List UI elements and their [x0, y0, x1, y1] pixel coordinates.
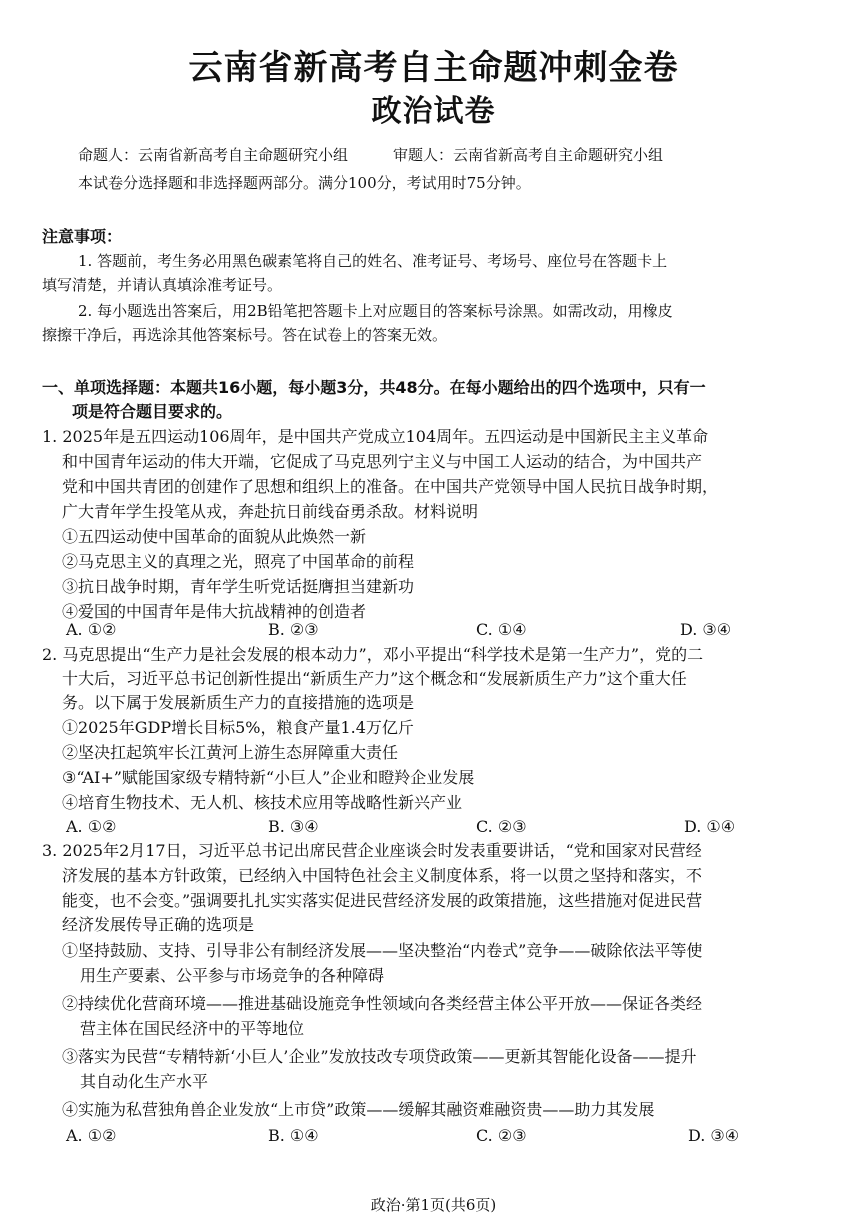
- question-stem: 广大青年学生投笔从戎，奔赴抗日前线奋勇杀敌。材料说明: [62, 502, 479, 521]
- option-c: C. ②③: [476, 817, 527, 836]
- question-stem: 经济发展传导正确的选项是: [62, 915, 255, 934]
- statement-item: ④实施为私营独角兽企业发放“上市贷”政策——缓解其融资难融资贵——助力其发展: [62, 1100, 655, 1119]
- notice-item-2-cont: 擦擦干净后，再选涂其他答案标号。答在试卷上的答案无效。: [42, 326, 448, 344]
- notice-item-1-cont: 填写清楚，并请认真填涂准考证号。: [42, 276, 283, 294]
- section-heading-cont: 项是符合题目要求的。: [72, 402, 233, 421]
- option-d: D. ①④: [684, 817, 736, 836]
- statement-item: ③抗日战争时期，青年学生听党话挺膺担当建新功: [62, 577, 415, 596]
- question-stem: 济发展的基本方针政策，已经纳入中国特色社会主义制度体系，将一以贯之坚持和落实，不: [62, 866, 703, 885]
- statement-item: ③“AI+”赋能国家级专精特新“小巨人”企业和瞪羚企业发展: [62, 768, 475, 787]
- notice-item-1: 1. 答题前，考生务必用黑色碳素笔将自己的姓名、准考证号、考场号、座位号在答题卡上: [78, 252, 668, 270]
- info-line: 本试卷分选择题和非选择题两部分。满分100分，考试用时75分钟。: [78, 174, 531, 192]
- statement-item-cont: 营主体在国民经济中的平等地位: [80, 1019, 305, 1038]
- statement-item: ③落实为民营“专精特新‘小巨人’企业”发放技改专项贷政策——更新其智能化设备——提升: [62, 1047, 697, 1066]
- page-footer: 政治·第1页(共6页): [370, 1196, 497, 1214]
- statement-item: ①坚持鼓励、支持、引导非公有制经济发展——坚决整治“内卷式”竞争——破除依法平等使: [62, 941, 703, 960]
- question-stem: 能变，也不会变。”强调要扎扎实实落实促进民营经济发展的政策措施，这些措施对促进民营: [62, 891, 703, 910]
- option-b: B. ②③: [268, 620, 319, 639]
- question-stem: 务。以下属于发展新质生产力的直接措施的选项是: [62, 693, 415, 712]
- statement-item: ①五四运动使中国革命的面貌从此焕然一新: [62, 527, 367, 546]
- question-stem: 1. 2025年是五四运动106周年，是中国共产党成立104周年。五四运动是中国新民主主义革命: [42, 427, 709, 446]
- option-b: B. ③④: [268, 817, 319, 836]
- author-line: 命题人：云南省新高考自主命题研究小组 审题人：云南省新高考自主命题研究小组: [78, 146, 664, 164]
- question-stem: 3. 2025年2月17日，习近平总书记出席民营企业座谈会时发表重要讲话，“党和国家对民营经: [42, 841, 702, 860]
- statement-item: ④培育生物技术、无人机、核技术应用等战略性新兴产业: [62, 793, 463, 812]
- statement-item: ④爱国的中国青年是伟大抗战精神的创造者: [62, 602, 367, 621]
- exam-title: 云南省新高考自主命题冲刺金卷: [188, 48, 679, 88]
- option-c: C. ②③: [476, 1126, 527, 1145]
- option-d: D. ③④: [688, 1126, 740, 1145]
- question-stem: 党和中国共青团的创建作了思想和组织上的准备。在中国共产党领导中国人民抗日战争时期，: [62, 477, 719, 496]
- option-d: D. ③④: [680, 620, 732, 639]
- statement-item-cont: 其自动化生产水平: [80, 1072, 209, 1091]
- exam-subtitle: 政治试卷: [371, 94, 496, 129]
- option-a: A. ①②: [66, 620, 117, 639]
- option-a: A. ①②: [66, 1126, 117, 1145]
- statement-item-cont: 用生产要素、公平参与市场竞争的各种障碍: [80, 966, 385, 985]
- statement-item: ①2025年GDP增长目标5%，粮食产量1.4万亿斤: [62, 718, 414, 737]
- statement-item: ②马克思主义的真理之光，照亮了中国革命的前程: [62, 552, 415, 571]
- question-stem: 和中国青年运动的伟大开端，它促成了马克思列宁主义与中国工人运动的结合，为中国共产: [62, 452, 703, 471]
- notice-heading: 注意事项：: [42, 227, 123, 246]
- option-a: A. ①②: [66, 817, 117, 836]
- section-heading: 一、单项选择题：本题共16小题，每小题3分，共48分。在每小题给出的四个选项中，只有一: [42, 378, 706, 397]
- question-stem: 2. 马克思提出“生产力是社会发展的根本动力”，邓小平提出“科学技术是第一生产力”，党的二: [42, 645, 704, 664]
- option-b: B. ①④: [268, 1126, 319, 1145]
- question-stem: 十大后，习近平总书记创新性提出“新质生产力”这个概念和“发展新质生产力”这个重大任: [62, 669, 687, 688]
- statement-item: ②坚决扛起筑牢长江黄河上游生态屏障重大责任: [62, 743, 399, 762]
- option-c: C. ①④: [476, 620, 527, 639]
- notice-item-2: 2. 每小题选出答案后，用2B铅笔把答题卡上对应题目的答案标号涂黑。如需改动，用橡皮: [78, 302, 673, 320]
- statement-item: ②持续优化营商环境——推进基础设施竞争性领域向各类经营主体公平开放——保证各类经: [62, 994, 703, 1013]
